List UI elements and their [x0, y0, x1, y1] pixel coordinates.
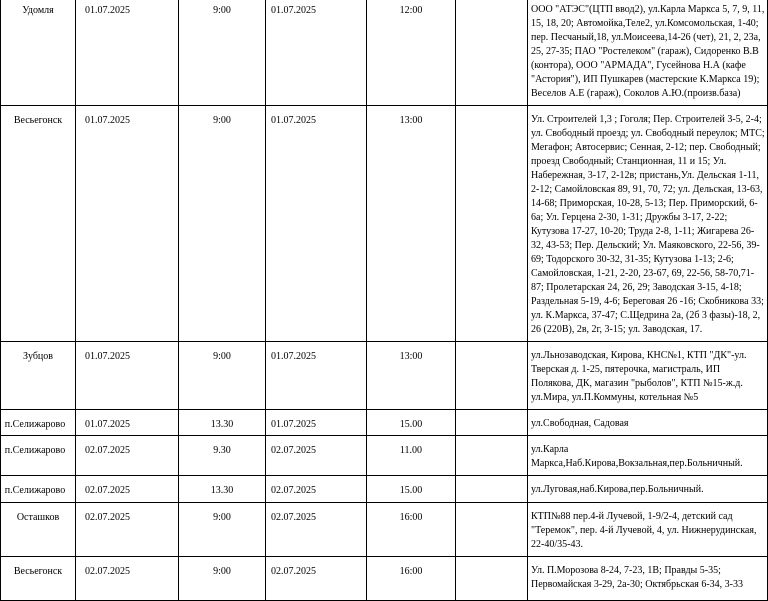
- address-cell: ул.Карла Маркса,Наб.Кирова,Вокзальная,пер.Больничный.: [528, 436, 768, 476]
- start-time-cell: 9:00: [179, 0, 266, 106]
- empty-cell: [456, 410, 528, 436]
- table-row: [1, 476, 768, 503]
- table-row: [1, 342, 768, 410]
- start-date-cell: 01.07.2025: [76, 106, 179, 342]
- table-row: [1, 0, 768, 106]
- end-date-cell: 02.07.2025: [266, 503, 367, 557]
- end-time-cell: 15.00: [367, 410, 456, 436]
- start-date-cell: 02.07.2025: [76, 557, 179, 601]
- table-row: [1, 106, 768, 342]
- location-cell: Весьегонск: [1, 557, 76, 601]
- start-time-cell: 9.30: [179, 436, 266, 476]
- end-time-cell: 11.00: [367, 436, 456, 476]
- start-date-cell: 02.07.2025: [76, 436, 179, 476]
- location-cell: [1, 410, 76, 436]
- empty-cell: [456, 476, 528, 503]
- address-cell: ул.Свободная, Садовая: [528, 410, 768, 436]
- end-date-cell: 01.07.2025: [266, 410, 367, 436]
- end-time-cell: 16:00: [367, 557, 456, 601]
- empty-cell: [456, 106, 528, 342]
- end-date-cell: 02.07.2025: [266, 436, 367, 476]
- empty-cell: [456, 0, 528, 106]
- location-cell: Удомля: [1, 0, 76, 106]
- table-row: [1, 436, 768, 476]
- empty-cell: [456, 503, 528, 557]
- address-cell: Ул. П.Морозова 8-24, 7-23, 1В; Правды 5-35; Первомайская 3-29, 2а-30; Октябрьская 6-34, 3-33: [528, 557, 768, 601]
- location-cell: [1, 476, 76, 503]
- start-date-cell: 02.07.2025: [76, 503, 179, 557]
- address-cell: КТП№88 пер.4-й Лучевой, 1-9/2-4, детский сад "Теремок", пер. 4-й Лучевой, 4, ул. Нижнерудинская, 22-40/35-43.: [528, 503, 768, 557]
- end-date-cell: 02.07.2025: [266, 476, 367, 503]
- start-time-cell: 13.30: [179, 410, 266, 436]
- address-cell: ООО "АТЭС"(ЦТП ввод2), ул.Карла Маркса 5, 7, 9, 11, 15, 18, 20; Автомойка,Теле2, ул.Комсомольская, 1-40; пер. Песчаный,18, ул.Моисеева,14-26 (чет), 21, 2, 23а, 25, 27-35; ПАО "Ростелеком" (гараж), Сидоренко В.В (контора), ООО "АРМАДА", Гусейнова Н.А (кафе "Астория"), ИП Пушкарев (мастерские К.Маркса 19); Веселов А.Е (гараж), Соколов А.Ю.(произв.база): [528, 0, 768, 106]
- start-time-cell: 9:00: [179, 342, 266, 410]
- end-date-cell: 01.07.2025: [266, 106, 367, 342]
- table-row: [1, 410, 768, 436]
- location-cell: Весьегонск: [1, 106, 76, 342]
- location-cell: [1, 436, 76, 476]
- start-time-cell: 9:00: [179, 503, 266, 557]
- start-date-cell: 02.07.2025: [76, 476, 179, 503]
- address-cell: ул.Луговая,наб.Кирова,пер.Больничный.: [528, 476, 768, 503]
- location-text: п.Селижарово: [4, 485, 66, 496]
- location-text: п.Селижарово: [4, 419, 66, 430]
- empty-cell: [456, 557, 528, 601]
- end-time-cell: 13:00: [367, 342, 456, 410]
- location-text: п.Селижарово: [4, 445, 66, 456]
- start-time-cell: 9:00: [179, 106, 266, 342]
- end-date-cell: 02.07.2025: [266, 557, 367, 601]
- location-cell: Зубцов: [1, 342, 76, 410]
- end-date-cell: 01.07.2025: [266, 0, 367, 106]
- location-cell: Осташков: [1, 503, 76, 557]
- empty-cell: [456, 342, 528, 410]
- end-time-cell: 13:00: [367, 106, 456, 342]
- start-time-cell: 9:00: [179, 557, 266, 601]
- table-row: [1, 557, 768, 601]
- end-time-cell: 16:00: [367, 503, 456, 557]
- start-date-cell: 01.07.2025: [76, 410, 179, 436]
- start-time-cell: 13.30: [179, 476, 266, 503]
- end-time-cell: 12:00: [367, 0, 456, 106]
- address-cell: Ул. Строителей 1,3 ; Гоголя; Пер. Строителей 3-5, 2-4; ул. Свободный проезд; ул. Свободный переулок; МТС; Мегафон; Автосервис; Сенная, 2-12; пер. Свободный; проезд Свободный; Станционная, 11 и 15; Ул. Набережная, 3-17, 2-12в; пристань,Ул. Дельская 1-11, 2-12; Самойловская 89, 91, 70, 72; ул. Дельская, 13-63, 14-68; Приморская, 10-28, 5-13; Пер. Приморский, 6-6а; Ул. Герцена 2-30, 1-31; Дружбы 3-17, 2-22; Кутузова 17-27, 10-20; Труда 2-8, 1-11; Жигарева 26-32, 43-53; Пер. Дельский; Ул. Маяковского, 22-56, 39-69; Тодорского 30-32, 31-35; Кутузова 1-13; 2-6; Самойловская, 1-21, 2-20, 23-67, 69, 22-56, 58-70,71-87; Пролетарская 24, 26, 29; Заводская 3-15, 4-18; Раздельная 5-19, 4-6; Береговая 26 -16; Скобникова 33; ул. К.Маркса, 37-47; С.Щедрина 2а, (2б 3 фазы)-18, 2, 26 (220В), 2в, 2г, 3-15; ул. Заводская, 17.: [528, 106, 768, 342]
- address-cell: ул.Льнозаводская, Кирова, КНС№1, КТП "ДК"-ул. Тверская д. 1-25, пятерочка, магистраль, ИП Полякова, ДК, магазин "рыболов", КТП №15-ж.д. ул.Мира, ул.П.Коммуны, котельная №5: [528, 342, 768, 410]
- table-row: [1, 503, 768, 557]
- start-date-cell: 01.07.2025: [76, 342, 179, 410]
- end-time-cell: 15.00: [367, 476, 456, 503]
- start-date-cell: 01.07.2025: [76, 0, 179, 106]
- end-date-cell: 01.07.2025: [266, 342, 367, 410]
- empty-cell: [456, 436, 528, 476]
